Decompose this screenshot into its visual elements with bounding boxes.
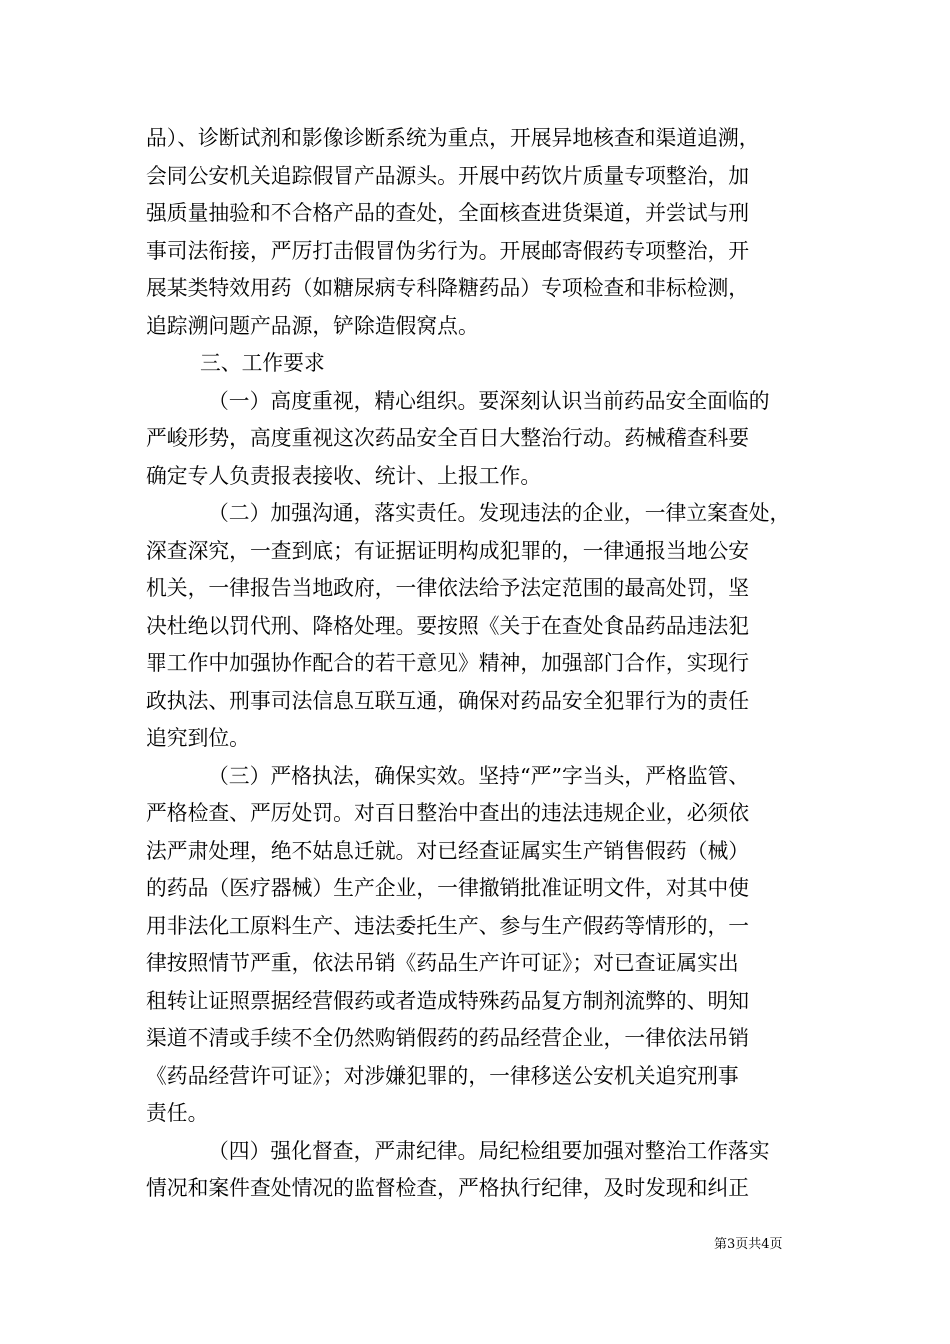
text-line: 事司法衔接，严厉打击假冒伪劣行为。开展邮寄假药专项整治，开	[146, 238, 750, 263]
text-line: 决杜绝以罚代刑、降格处理。要按照《关于在查处食品药品违法犯	[146, 613, 750, 638]
text-line: 追究到位。	[146, 726, 250, 750]
text-line: 用非法化工原料生产、违法委托生产、参与生产假药等情形的，一	[146, 913, 750, 938]
text-line: 深查深究，一查到底；有证据证明构成犯罪的，一律通报当地公安	[146, 538, 750, 563]
text-line: 确定专人负责报表接收、统计、上报工作。	[146, 463, 542, 488]
text-line: （四）强化督查，严肃纪律。局纪检组要加强对整治工作落实	[208, 1138, 770, 1163]
text-line: 法严肃处理，绝不姑息迁就。对已经查证属实生产销售假药（械）	[146, 838, 750, 863]
section-heading: 三、工作要求	[200, 351, 325, 375]
text-line: 品）、诊断试剂和影像诊断系统为重点，开展异地核查和渠道追溯，	[146, 126, 760, 150]
text-line: 展某类特效用药（如糖尿病专科降糖药品）专项检查和非标检测，	[146, 276, 750, 300]
text-line: 严峻形势，高度重视这次药品安全百日大整治行动。药械稽查科要	[146, 426, 750, 450]
text-line: 租转让证照票据经营假药或者造成特殊药品复方制剂流弊的、明知	[146, 988, 750, 1013]
text-line: 责任。	[146, 1101, 209, 1125]
text-line: 的药品（医疗器械）生产企业，一律撤销批准证明文件，对其中使	[146, 876, 750, 900]
text-line: 罪工作中加强协作配合的若干意见》精神，加强部门合作，实现行	[146, 651, 750, 675]
text-line: 《药品经营许可证》；对涉嫌犯罪的，一律移送公安机关追究刑事	[146, 1063, 739, 1088]
text-line: 机关，一律报告当地政府，一律依法给予法定范围的最高处罚，坚	[146, 576, 750, 600]
text-line: （三）严格执法，确保实效。坚持“严”字当头，严格监管、	[208, 763, 750, 788]
page-number-footer: 第3页共4页	[714, 1237, 783, 1252]
text-line: 会同公安机关追踪假冒产品源头。开展中药饮片质量专项整治，加	[146, 163, 750, 188]
text-line: 律按照情节严重，依法吊销《药品生产许可证》；对已查证属实出	[146, 951, 739, 975]
text-line: 严格检查、严厉处罚。对百日整治中查出的违法违规企业，必须依	[146, 801, 750, 825]
text-line: （一）高度重视，精心组织。要深刻认识当前药品安全面临的	[208, 388, 770, 413]
document-body	[146, 120, 806, 1208]
text-line: 政执法、刑事司法信息互联互通，确保对药品安全犯罪行为的责任	[146, 688, 750, 713]
text-line: 情况和案件查处情况的监督检查，严格执行纪律，及时发现和纠正	[146, 1176, 750, 1200]
text-line: （二）加强沟通，落实责任。发现违法的企业，一律立案查处，	[208, 501, 791, 525]
text-line: 强质量抽验和不合格产品的查处，全面核查进货渠道，并尝试与刑	[146, 201, 750, 225]
text-line: 追踪溯问题产品源，铲除造假窝点。	[146, 313, 479, 338]
text-line: 渠道不清或手续不全仍然购销假药的药品经营企业，一律依法吊销	[146, 1026, 750, 1050]
